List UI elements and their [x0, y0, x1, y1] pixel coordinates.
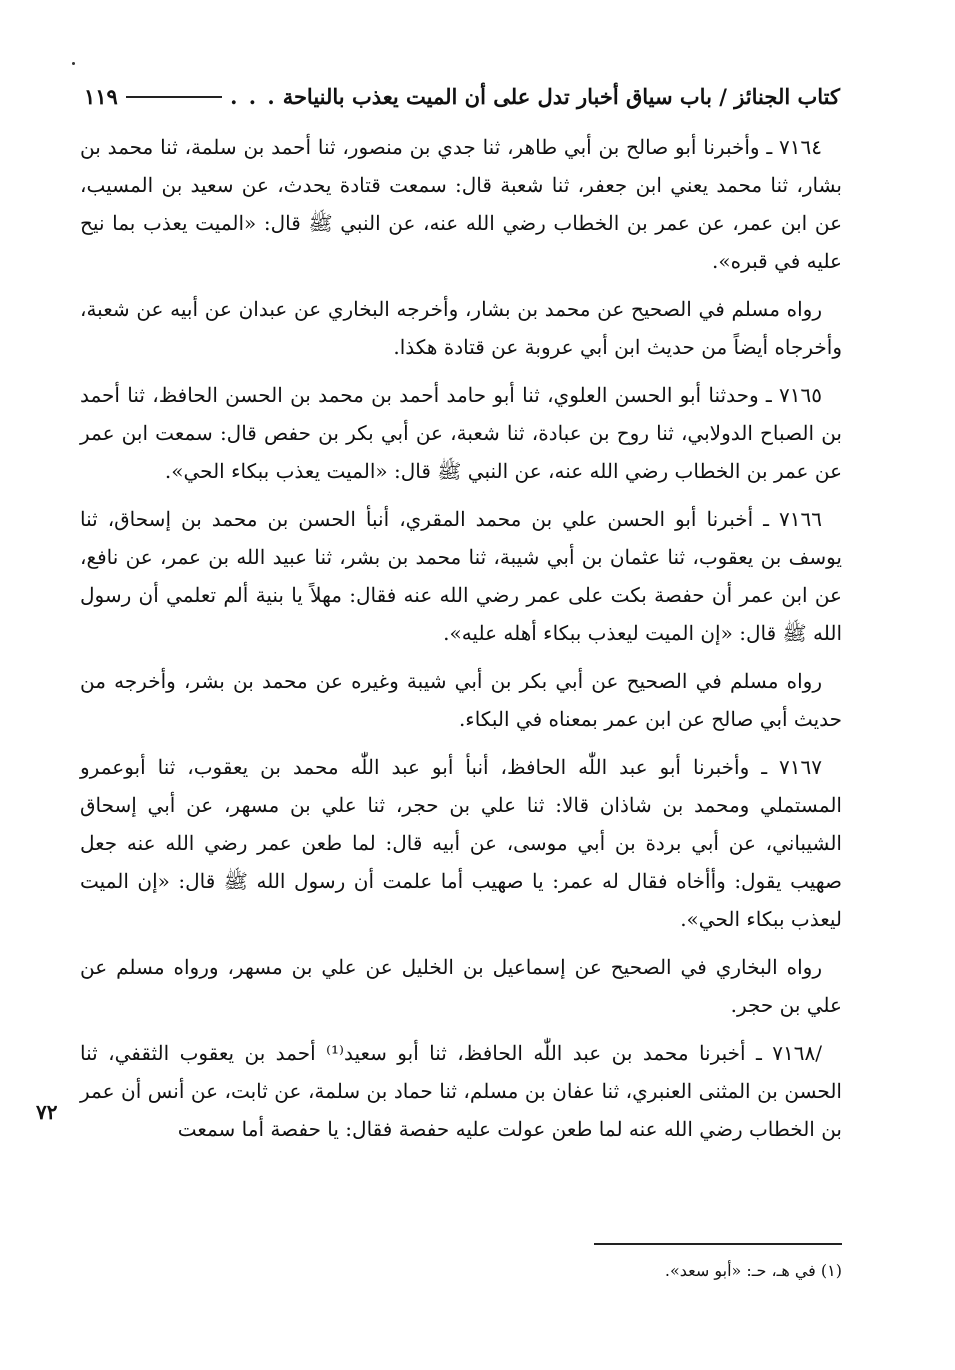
header-ellipsis: . . .	[230, 83, 277, 109]
margin-reference: ٧٢	[36, 1100, 58, 1124]
page-number: ١١٩	[84, 83, 118, 109]
footnote: (١) في هـ، حـ: «أبو سعد».	[664, 1261, 842, 1280]
paragraph-hadith-7167: ٧١٦٧ ـ وأخبرنا أبو عبد اللّٰه الحافظ، أنبأ أبو عبد اللّٰه محمد بن يعقوب، ثنا أبوعمرو المستملي ومحمد بن شاذان قالا: ثنا علي بن حجر، ثنا علي بن مسهر، عن أبي إسحاق الشيباني، عن أبي بردة بن أبي موسى، عن أبيه قال: لما طعن عمر رضي الله عنه جعل صهيب يقول: وأأخاه فقال له عمر: يا صهيب أما علمت أن رسول الله ﷺ قال: «إن الميت ليعذب ببكاء الحي».	[80, 755, 842, 931]
paragraph-commentary: رواه مسلم في الصحيح عن أبي بكر بن أبي شيبة وغيره عن محمد بن بشر، وأخرجه من حديث أبي صالح عن ابن عمر بمعناه في البكاء.	[80, 669, 842, 731]
header-rule	[126, 96, 222, 98]
running-title: كتاب الجنائز / باب سياق أخبار تدل على أن الميت يعذب بالنياحة	[282, 83, 840, 109]
paragraph-hadith-7165: ٧١٦٥ ـ وحدثنا أبو الحسن العلوي، ثنا أبو حامد أحمد بن محمد بن الحسن الحافظ، ثنا أحمد بن الصباح الدولابي، ثنا روح بن عبادة، ثنا شعبة، عن أبي بكر بن حفص قال: سمعت ابن عمر عن عمر بن الخطاب رضي الله عنه، عن النبي ﷺ قال: «الميت يعذب ببكاء الحي».	[80, 383, 843, 483]
paragraph-hadith-7166: ٧١٦٦ ـ أخبرنا أبو الحسن علي بن محمد المقري، أنبأ الحسن بن محمد بن إسحاق، ثنا يوسف بن يعقوب، ثنا عثمان بن أبي شيبة، ثنا محمد بن بشر، ثنا عبيد الله بن عمر، عن نافع، عن ابن عمر أن حفصة بكت على عمر رضي الله عنه فقال: مهلاً يا بنية ألم تعلمي أن رسول الله ﷺ قال: «إن الميت ليعذب ببكاء أهله عليه».	[80, 507, 842, 645]
footnote-rule	[594, 1243, 842, 1245]
body-text	[80, 128, 842, 1158]
scan-dot	[72, 62, 75, 65]
paragraph-commentary: رواه البخاري في الصحيح عن إسماعيل بن الخليل عن علي بن مسهر، ورواه مسلم عن علي بن حجر.	[80, 955, 842, 1017]
paragraph-hadith-7168: /٧١٦٨ ـ أخبرنا محمد بن عبد اللّٰه الحافظ، ثنا أبو سعيد⁽¹⁾ أحمد بن يعقوب الثقفي، ثنا الحسن بن المثنى العنبري، ثنا عفان بن مسلم، ثنا حماد بن سلمة، عن ثابت، عن أنس أن عمر بن الخطاب رضي الله عنه لما طعن عولت عليه حفصة فقال: يا حفصة أما سمعت	[80, 1041, 842, 1141]
running-header	[84, 78, 840, 114]
paragraph-commentary: رواه مسلم في الصحيح عن محمد بن بشار، وأخرجه البخاري عن عبدان عن أبيه عن شعبة، وأخرجاه أيضاً من حديث ابن أبي عروبة عن قتادة هكذا.	[80, 297, 842, 359]
paragraph-hadith-7164: ٧١٦٤ ـ وأخبرنا أبو صالح بن أبي طاهر، ثنا جدي بن منصور، ثنا أحمد بن سلمة، ثنا محمد بن بشار، ثنا محمد يعني ابن جعفر، ثنا شعبة قال: سمعت قتادة يحدث، عن سعيد بن المسيب، عن ابن عمر، عن عمر بن الخطاب رضي الله عنه، عن النبي ﷺ قال: «الميت يعذب بما نيح عليه في قبره».	[80, 135, 842, 273]
